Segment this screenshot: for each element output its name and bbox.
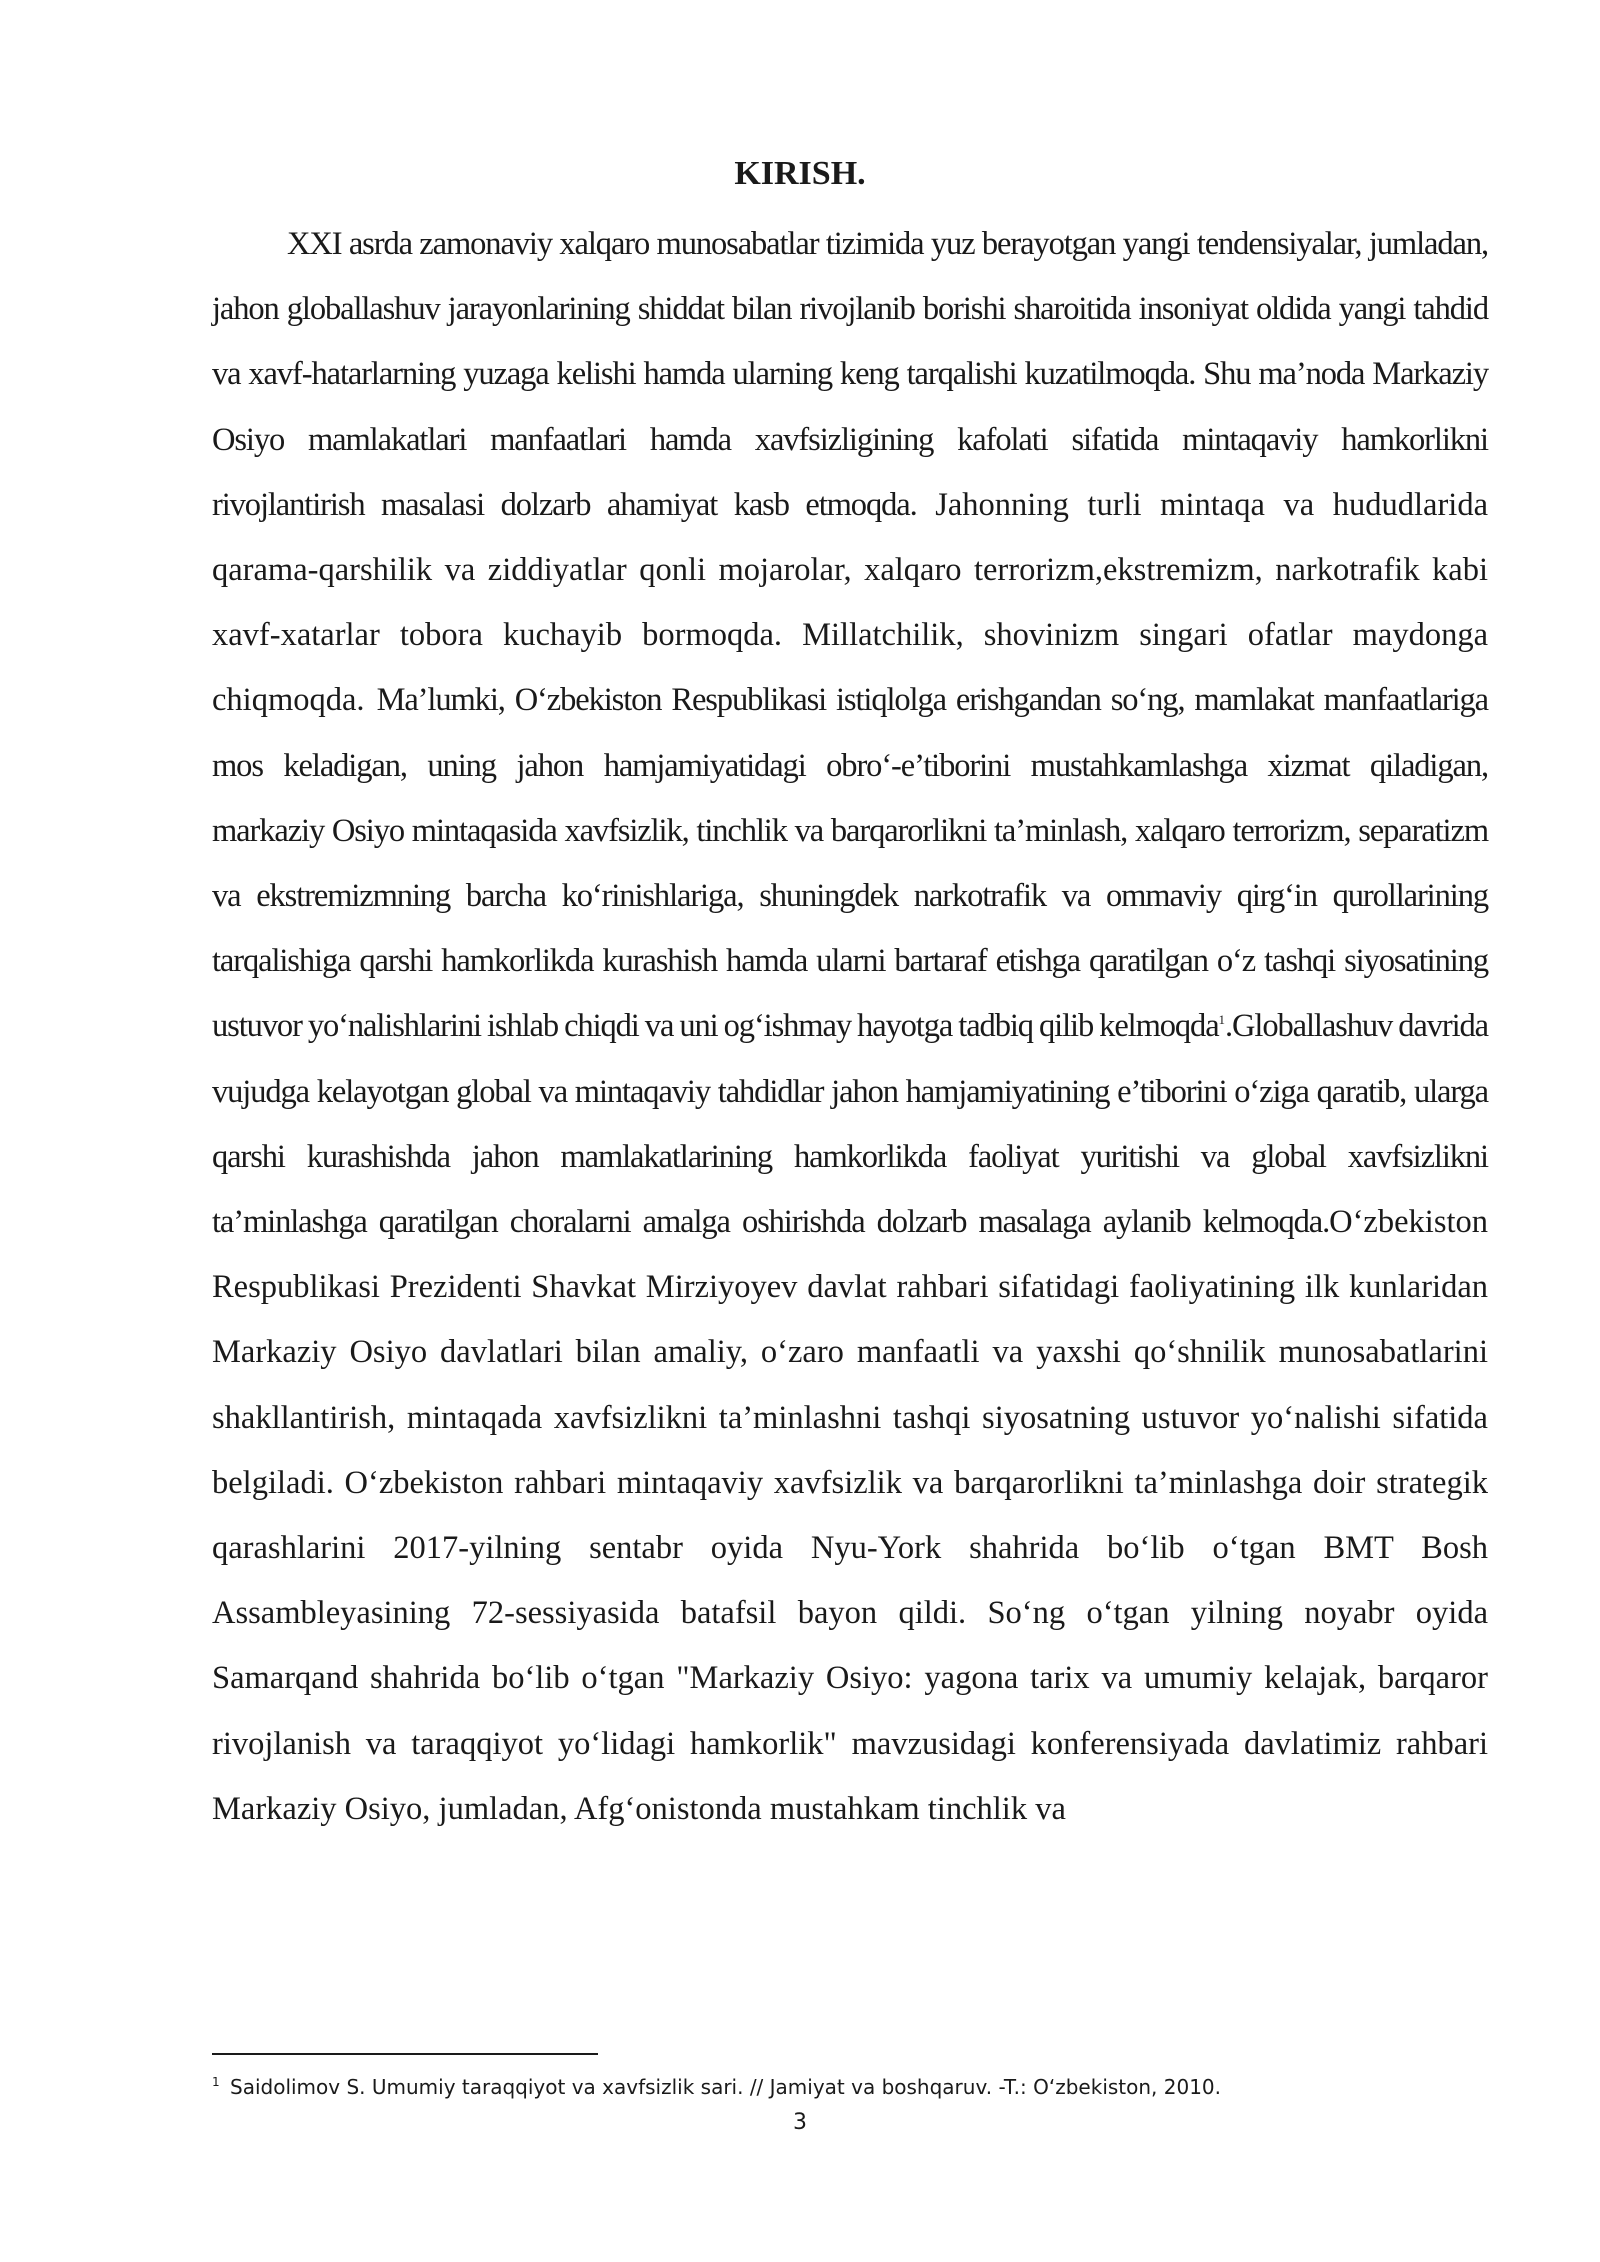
body-paragraph [212,212,1488,1842]
footnote-marker: 1 [212,2075,220,2090]
paragraph-segment-5: O‘zbekiston Respublikasi Prezidenti Shavkat Mirziyoyev davlat rahbari sifatidagi faoliyatining ilk kunlaridan Markaziy Osiyo davlatlari bilan amaliy, o‘zaro manfaatli va yaxshi qo‘shnilik munosabatlarini shakllantirish, mintaqada xavfsizlikni ta’minlashni tashqi siyosatning ustuvor yo‘nalishi sifatida belgiladi. O‘zbekiston rahbari mintaqaviy xavfsizlik va barqarorlikni ta’minlashga doir strategik qarashlarini 2017-yilning sentabr oyida Nyu-York shahrida bo‘lib o‘tgan BMT Bosh Assambleyasining 72-sessiyasida batafsil bayon qildi. So‘ng o‘tgan yilning noyabr oyida Samarqand shahrida bo‘lib o‘tgan "Markaziy Osiyo: yagona tarix va umumiy kelajak, barqaror rivojlanish va taraqqiyot yo‘lidagi hamkorlik" mavzusidagi konferensiyada davlatimiz rahbari Markaziy Osiyo, jumladan, Afg‘onistonda mustahkam tinchlik va [212,1204,1488,1827]
section-heading: KIRISH. [734,155,866,192]
page-number: 3 [793,2110,807,2135]
paragraph-segment-2: Jahonning turli mintaqa va hududlarida qarama-qarshilik va ziddiyatlar qonli mojarolar, xalqaro terrorizm,ekstremizm, narkotrafik kabi xavf-xatarlar tobora kuchayib bormoqda. Millatchilik, shovinizm singari ofatlar maydonga chiqmoqda. [212,486,1488,719]
footnote-separator [212,2053,598,2055]
footnote [212,2072,1488,2102]
paragraph-segment-3: Ma’lumki, O‘zbekiston Respublikasi istiqlolga erishgandan so‘ng, mamlakat manfaatlariga mos keladigan, uning jahon hamjamiyatidagi obro‘-e’tiborini mustahkamlashga xizmat qiladigan, markaziy Osiyo mintaqasida xavfsizlik, tinchlik va barqarorlikni ta’minlash, xalqaro terrorizm, separatizm va ekstremizmning barcha ko‘rinishlariga, shuningdek narkotrafik va ommaviy qirg‘in qurollarining tarqalishiga qarshi hamkorlikda kurashish hamda ularni bartaraf etishga qaratilgan o‘z tashqi siyosatining ustuvor yo‘nalishlarini ishlab chiqdi va uni og‘ishmay hayotga tadbiq qilib kelmoqda [212,682,1488,1045]
paragraph-segment-4: .Globallashuv davrida vujudga kelayotgan global va mintaqaviy tahdidlar jahon hamjamiyatining e’tiborini o‘ziga qaratib, ularga qarshi kurashishda jahon mamlakatlarining hamkorlikda faoliyat yuritishi va global xavfsizlikni ta’minlashga qaratilgan choralarni amalga oshirishda dolzarb masalaga aylanib kelmoqda. [212,1008,1488,1241]
footnote-reference[interactable]: 1 [1218,1012,1226,1028]
footnote-text: Saidolimov S. Umumiy taraqqiyot va xavfsizlik sari. // Jamiyat va boshqaruv. -T.: O‘zbekiston, 2010. [223,2075,1222,2099]
paragraph-segment-1: XXI asrda zamonaviy xalqaro munosabatlar tizimida yuz berayotgan yangi tendensiyalar, jumladan, jahon globallashuv jarayonlarining shiddat bilan rivojlanib borishi sharoitida insoniyat oldida yangi tahdid va xavf-hatarlarning yuzaga kelishi hamda ularning keng tarqalishi kuzatilmoqda. Shu ma’noda Markaziy Osiyo mamlakatlari manfaatlari hamda xavfsizligining kafolati sifatida mintaqaviy hamkorlikni rivojlantirish masalasi dolzarb ahamiyat kasb etmoqda. [212,226,1488,523]
